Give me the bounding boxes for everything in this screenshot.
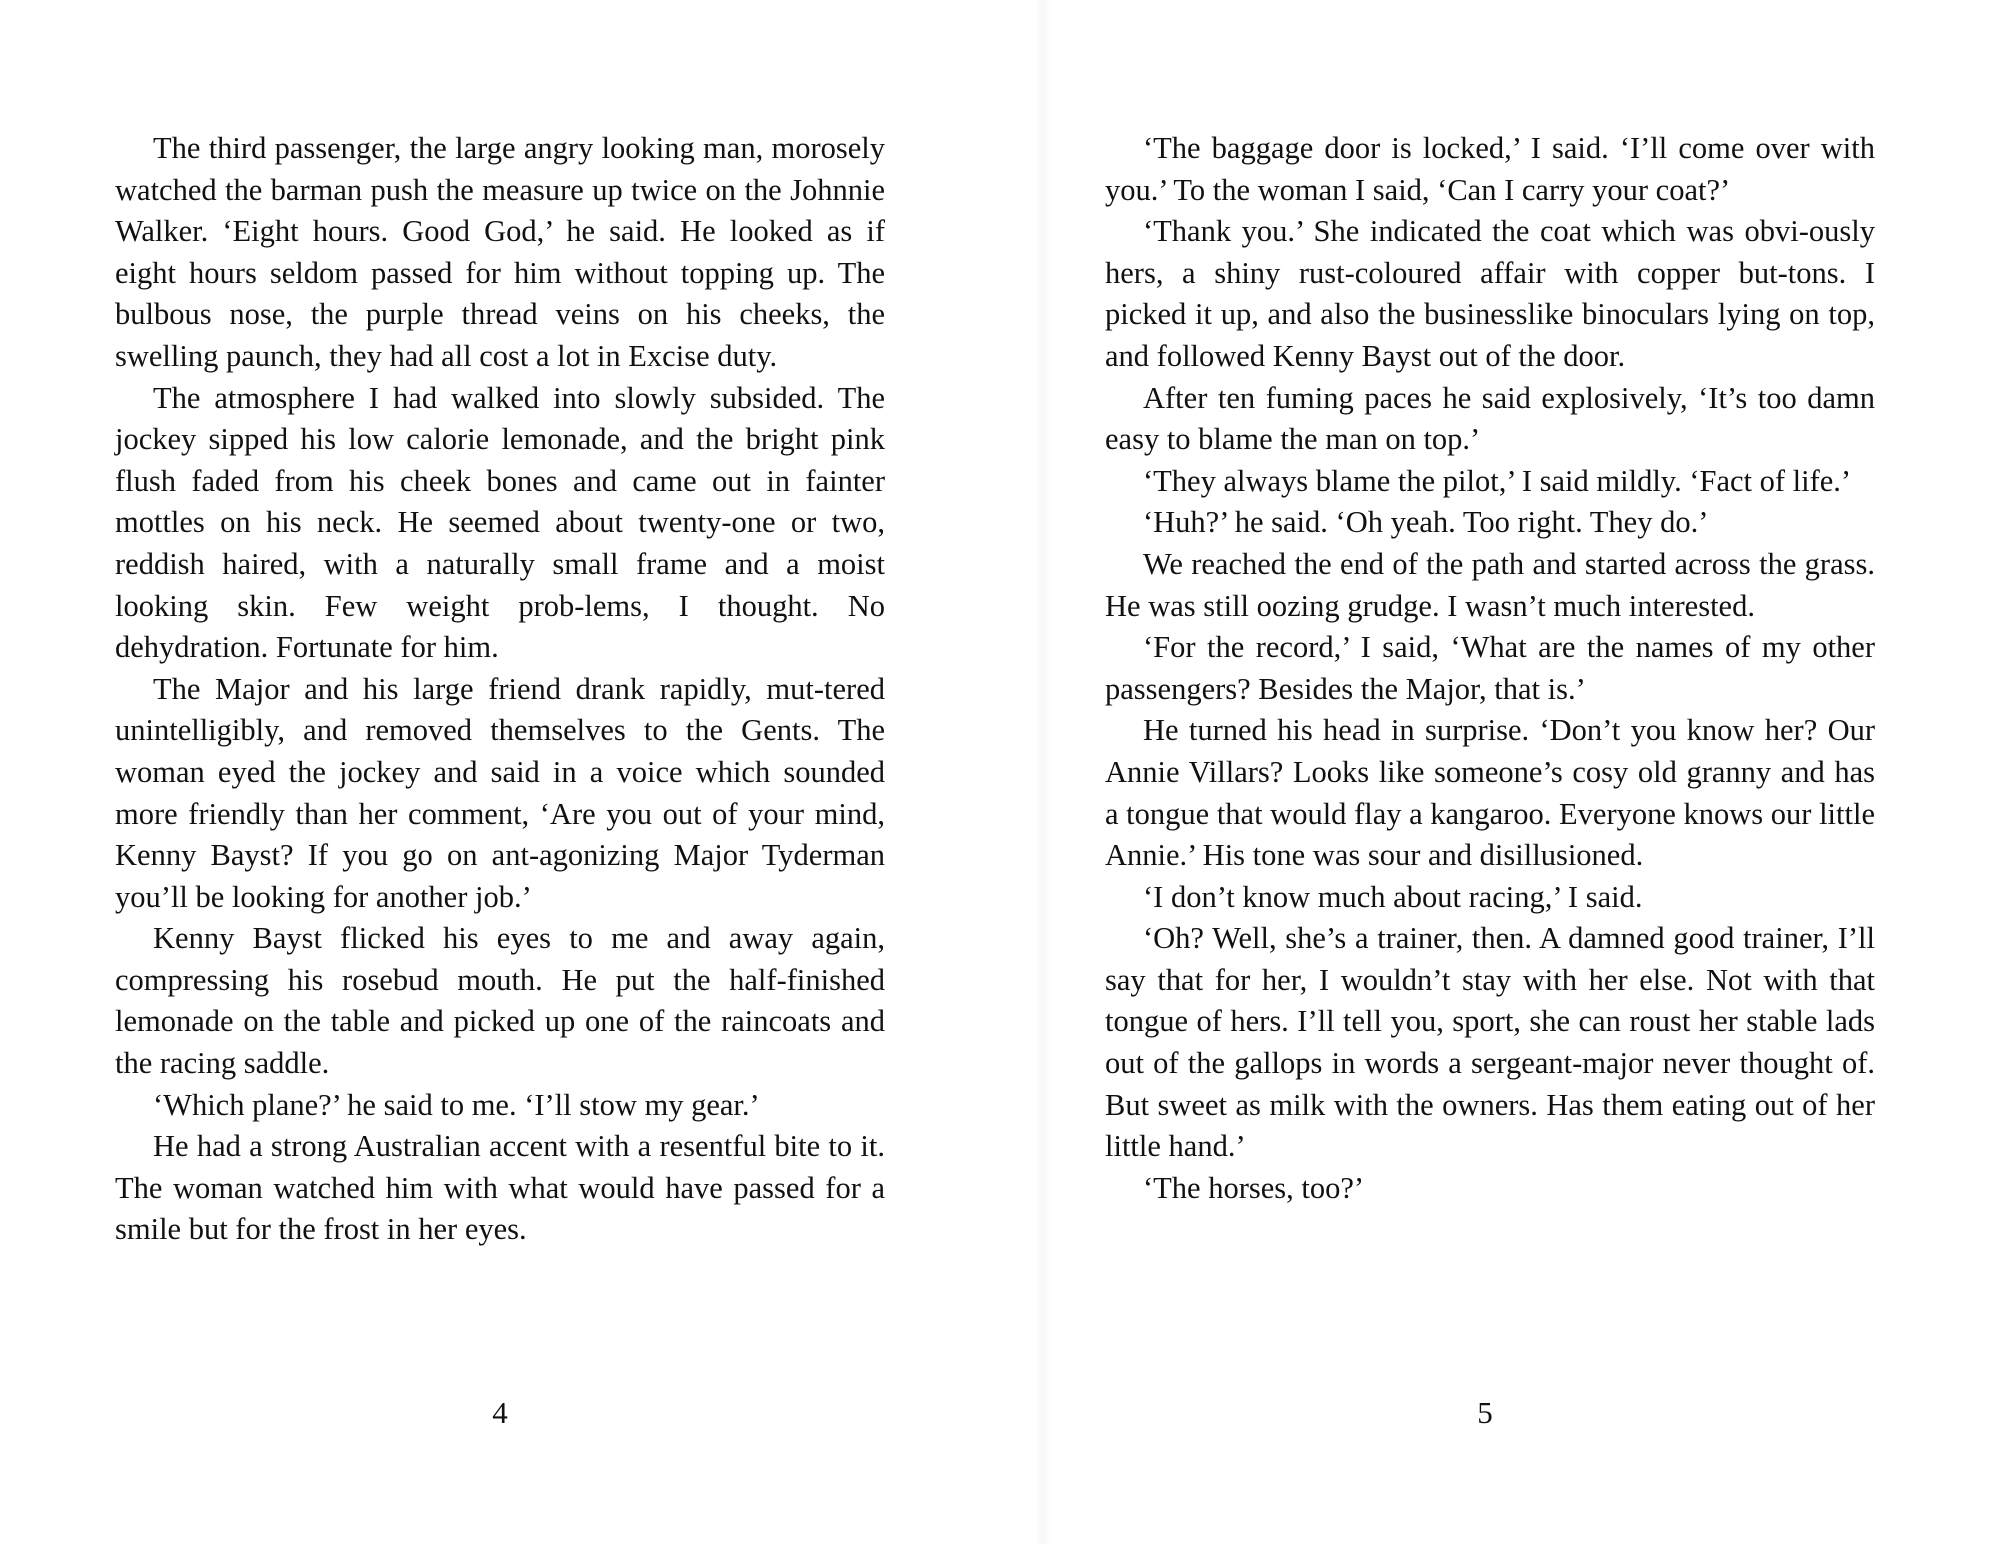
book-gutter [1036, 0, 1050, 1544]
right-paragraph-2: ‘Thank you.’ She indicated the coat which was obvi-ously hers, a shiny rust-coloured affair with copper but-tons. I picked it up, and also the businesslike binoculars lying on top, and followed Kenny Bayst out of the door. [1105, 214, 1875, 373]
left-paragraph-1: The third passenger, the large angry looking man, morosely watched the barman push the measure up twice on the Johnnie Walker. ‘Eight hours. Good God,’ he said. He looked as if eight hours seldom passed for him without topping up. The bulbous nose, the purple thread veins on his cheeks, the swelling paunch, they had all cost a lot in Excise duty. [115, 131, 885, 373]
left-paragraph-2: The atmosphere I had walked into slowly subsided. The jockey sipped his low calorie lemonade, and the bright pink flush faded from his cheek bones and came out in fainter mottles on his neck. He seemed about twenty-one or two, reddish haired, with a naturally small frame and a moist looking skin. Few weight prob-lems, I thought. No dehydration. Fortunate for him. [115, 380, 885, 665]
right-paragraph-8: He turned his head in surprise. ‘Don’t you know her? Our Annie Villars? Looks like someone’s cosy old granny and has a tongue that would flay a kangaroo. Everyone knows our little Annie.’ His tone was sour and disillusioned. [1105, 713, 1875, 873]
left-page [115, 128, 885, 1251]
right-page [1105, 128, 1875, 1209]
left-page-number: 4 [492, 1395, 508, 1430]
right-page-number: 5 [1477, 1395, 1493, 1430]
right-paragraph-7: ‘For the record,’ I said, ‘What are the names of my other passengers? Besides the Major, that is.’ [1105, 630, 1875, 706]
right-paragraph-4: ‘They always blame the pilot,’ I said mildly. ‘Fact of life.’ [1143, 463, 1852, 498]
right-paragraph-5: ‘Huh?’ he said. ‘Oh yeah. Too right. They do.’ [1143, 505, 1709, 540]
left-paragraph-3: The Major and his large friend drank rapidly, mut-tered unintelligibly, and removed themselves to the Gents. The woman eyed the jockey and said in a voice which sounded more friendly than her comment, ‘Are you out of your mind, Kenny Bayst? If you go on ant-agonizing Major Tyderman you’ll be looking for another job.’ [115, 671, 885, 914]
right-paragraph-11: ‘The horses, too?’ [1143, 1170, 1365, 1205]
right-paragraph-10: ‘Oh? Well, she’s a trainer, then. A damned good trainer, I’ll say that for her, I wouldn’t stay with her else. Not with that tongue of hers. I’ll tell you, sport, she can roust her stable lads out of the gallops in words a sergeant-major never thought of. But sweet as milk with the owners. Has them eating out of her little hand.’ [1105, 921, 1875, 1164]
left-paragraph-5: ‘Which plane?’ he said to me. ‘I’ll stow my gear.’ [153, 1087, 760, 1122]
right-paragraph-3: After ten fuming paces he said explosively, ‘It’s too damn easy to blame the man on top.’ [1105, 380, 1875, 457]
left-paragraph-6: He had a strong Australian accent with a resentful bite to it. The woman watched him with what would have passed for a smile but for the frost in her eyes. [115, 1129, 885, 1247]
right-paragraph-6: We reached the end of the path and started across the grass. He was still oozing grudge. I wasn’t much interested. [1105, 546, 1875, 623]
right-paragraph-9: ‘I don’t know much about racing,’ I said. [1143, 879, 1643, 914]
right-paragraph-1: ‘The baggage door is locked,’ I said. ‘I’ll come over with you.’ To the woman I said, ‘Can I carry your coat?’ [1105, 131, 1875, 207]
left-paragraph-4: Kenny Bayst flicked his eyes to me and away again, compressing his rosebud mouth. He put the half-finished lemonade on the table and picked up one of the raincoats and the racing saddle. [115, 921, 885, 1081]
